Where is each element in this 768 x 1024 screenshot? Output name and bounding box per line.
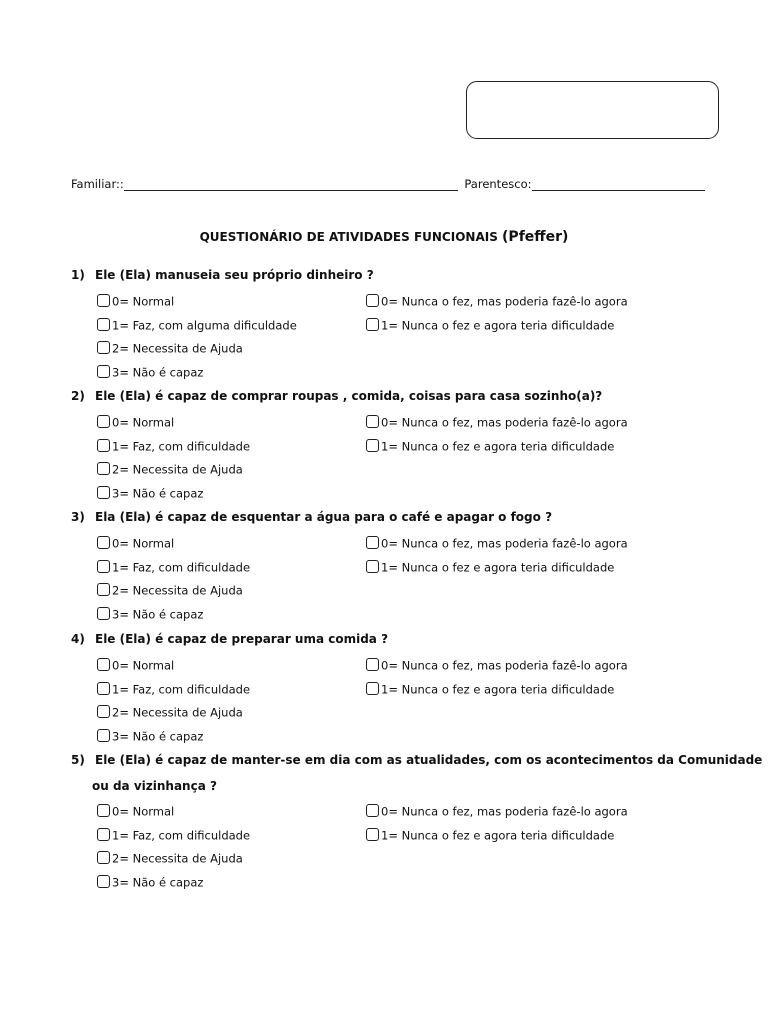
question-number: 2) <box>71 389 85 403</box>
option-left-2[interactable] <box>97 703 243 721</box>
option-right-1[interactable] <box>366 316 614 334</box>
option-label: 0= Nunca o fez, mas poderia fazê-lo agora <box>381 536 628 551</box>
question-3 <box>71 510 552 524</box>
option-left-1[interactable] <box>97 316 297 334</box>
checkbox[interactable] <box>97 318 110 331</box>
option-left-3[interactable] <box>97 484 203 502</box>
checkbox[interactable] <box>366 318 379 331</box>
option-left-2[interactable] <box>97 581 243 599</box>
option-left-3[interactable] <box>97 605 203 623</box>
option-left-1[interactable] <box>97 558 250 576</box>
checkbox[interactable] <box>97 804 110 817</box>
checkbox[interactable] <box>97 536 110 549</box>
checkbox[interactable] <box>366 682 379 695</box>
parentesco-label: Parentesco: <box>464 177 532 191</box>
option-label: 3= Não é capaz <box>112 875 204 890</box>
option-label: 0= Normal <box>112 294 175 309</box>
question-text-continued: ou da vizinhança ? <box>92 779 217 793</box>
option-label: 3= Não é capaz <box>112 607 204 622</box>
question-text: Ele (Ela) manuseia seu próprio dinheiro ? <box>95 268 374 282</box>
checkbox[interactable] <box>97 658 110 671</box>
checkbox[interactable] <box>366 415 379 428</box>
question-number: 1) <box>71 268 85 282</box>
option-left-2[interactable] <box>97 460 243 478</box>
option-label: 1= Faz, com dificuldade <box>112 560 251 575</box>
option-left-0[interactable] <box>97 656 174 674</box>
checkbox[interactable] <box>97 462 110 475</box>
option-label: 2= Necessita de Ajuda <box>112 462 243 477</box>
option-label: 0= Nunca o fez, mas poderia fazê-lo agora <box>381 294 628 309</box>
option-left-2[interactable] <box>97 339 243 357</box>
checkbox[interactable] <box>366 439 379 452</box>
option-right-1[interactable] <box>366 680 614 698</box>
option-label: 1= Faz, com dificuldade <box>112 828 251 843</box>
checkbox[interactable] <box>97 705 110 718</box>
option-label: 0= Normal <box>112 804 175 819</box>
checkbox[interactable] <box>366 560 379 573</box>
option-label: 0= Normal <box>112 658 175 673</box>
checkbox[interactable] <box>97 875 110 888</box>
familiar-field[interactable] <box>124 178 458 191</box>
option-label: 0= Nunca o fez, mas poderia fazê-lo agora <box>381 658 628 673</box>
option-label: 3= Não é capaz <box>112 729 204 744</box>
option-label: 0= Nunca o fez, mas poderia fazê-lo agora <box>381 415 628 430</box>
question-number: 5) <box>71 753 85 767</box>
option-left-2[interactable] <box>97 849 243 867</box>
option-label: 1= Nunca o fez e agora teria dificuldade <box>381 439 615 454</box>
question-2 <box>71 389 602 403</box>
option-label: 0= Normal <box>112 415 175 430</box>
option-left-1[interactable] <box>97 680 250 698</box>
option-right-1[interactable] <box>366 826 614 844</box>
checkbox[interactable] <box>366 828 379 841</box>
parentesco-field[interactable] <box>532 178 705 191</box>
checkbox[interactable] <box>97 851 110 864</box>
option-label: 3= Não é capaz <box>112 486 204 501</box>
option-label: 3= Não é capaz <box>112 365 204 380</box>
option-left-3[interactable] <box>97 873 203 891</box>
question-text: Ela (Ela) é capaz de esquentar a água para o café e apagar o fogo ? <box>95 510 553 524</box>
question-number: 4) <box>71 632 85 646</box>
option-right-0[interactable] <box>366 413 628 431</box>
option-left-1[interactable] <box>97 826 250 844</box>
option-label: 2= Necessita de Ajuda <box>112 341 243 356</box>
option-right-1[interactable] <box>366 558 614 576</box>
page-title <box>0 229 768 245</box>
checkbox[interactable] <box>97 365 110 378</box>
checkbox[interactable] <box>97 560 110 573</box>
question-text: Ele (Ela) é capaz de manter-se em dia com as atualidades, com os acontecimentos da Comunidade <box>95 753 763 767</box>
option-label: 1= Nunca o fez e agora teria dificuldade <box>381 682 615 697</box>
option-left-3[interactable] <box>97 727 203 745</box>
checkbox[interactable] <box>97 486 110 499</box>
checkbox[interactable] <box>366 804 379 817</box>
option-label: 2= Necessita de Ajuda <box>112 583 243 598</box>
header-line <box>71 177 717 195</box>
option-left-0[interactable] <box>97 413 174 431</box>
option-right-1[interactable] <box>366 437 614 455</box>
option-label: 1= Faz, com alguma dificuldade <box>112 318 297 333</box>
question-number: 3) <box>71 510 85 524</box>
option-label: 2= Necessita de Ajuda <box>112 705 243 720</box>
checkbox[interactable] <box>97 341 110 354</box>
familiar-label: Familiar:: <box>71 177 124 191</box>
question-text: Ele (Ela) é capaz de comprar roupas , comida, coisas para casa sozinho(a)? <box>95 389 603 403</box>
checkbox[interactable] <box>97 583 110 596</box>
checkbox[interactable] <box>97 828 110 841</box>
checkbox[interactable] <box>97 439 110 452</box>
checkbox[interactable] <box>366 294 379 307</box>
question-5 <box>71 753 762 767</box>
option-left-0[interactable] <box>97 534 174 552</box>
option-left-1[interactable] <box>97 437 250 455</box>
option-label: 1= Nunca o fez e agora teria dificuldade <box>381 828 615 843</box>
option-label: 0= Normal <box>112 536 175 551</box>
option-left-3[interactable] <box>97 363 203 381</box>
checkbox[interactable] <box>366 658 379 671</box>
checkbox[interactable] <box>97 294 110 307</box>
checkbox[interactable] <box>97 729 110 742</box>
option-left-0[interactable] <box>97 802 174 820</box>
checkbox[interactable] <box>366 536 379 549</box>
checkbox[interactable] <box>97 607 110 620</box>
checkbox[interactable] <box>97 415 110 428</box>
option-label: 1= Faz, com dificuldade <box>112 682 251 697</box>
title-suffix: (Pfeffer) <box>502 229 569 245</box>
title-main: QUESTIONÁRIO DE ATIVIDADES FUNCIONAIS <box>199 230 498 244</box>
question-text: Ele (Ela) é capaz de preparar uma comida ? <box>95 632 389 646</box>
option-label: 2= Necessita de Ajuda <box>112 851 243 866</box>
question-1 <box>71 268 374 282</box>
option-right-0[interactable] <box>366 802 628 820</box>
option-right-0[interactable] <box>366 656 628 674</box>
option-label: 1= Faz, com dificuldade <box>112 439 251 454</box>
option-label: 1= Nunca o fez e agora teria dificuldade <box>381 318 615 333</box>
option-right-0[interactable] <box>366 534 628 552</box>
id-box[interactable] <box>466 81 719 139</box>
option-label: 0= Nunca o fez, mas poderia fazê-lo agora <box>381 804 628 819</box>
option-left-0[interactable] <box>97 292 174 310</box>
option-label: 1= Nunca o fez e agora teria dificuldade <box>381 560 615 575</box>
option-right-0[interactable] <box>366 292 628 310</box>
question-4 <box>71 632 388 646</box>
checkbox[interactable] <box>97 682 110 695</box>
